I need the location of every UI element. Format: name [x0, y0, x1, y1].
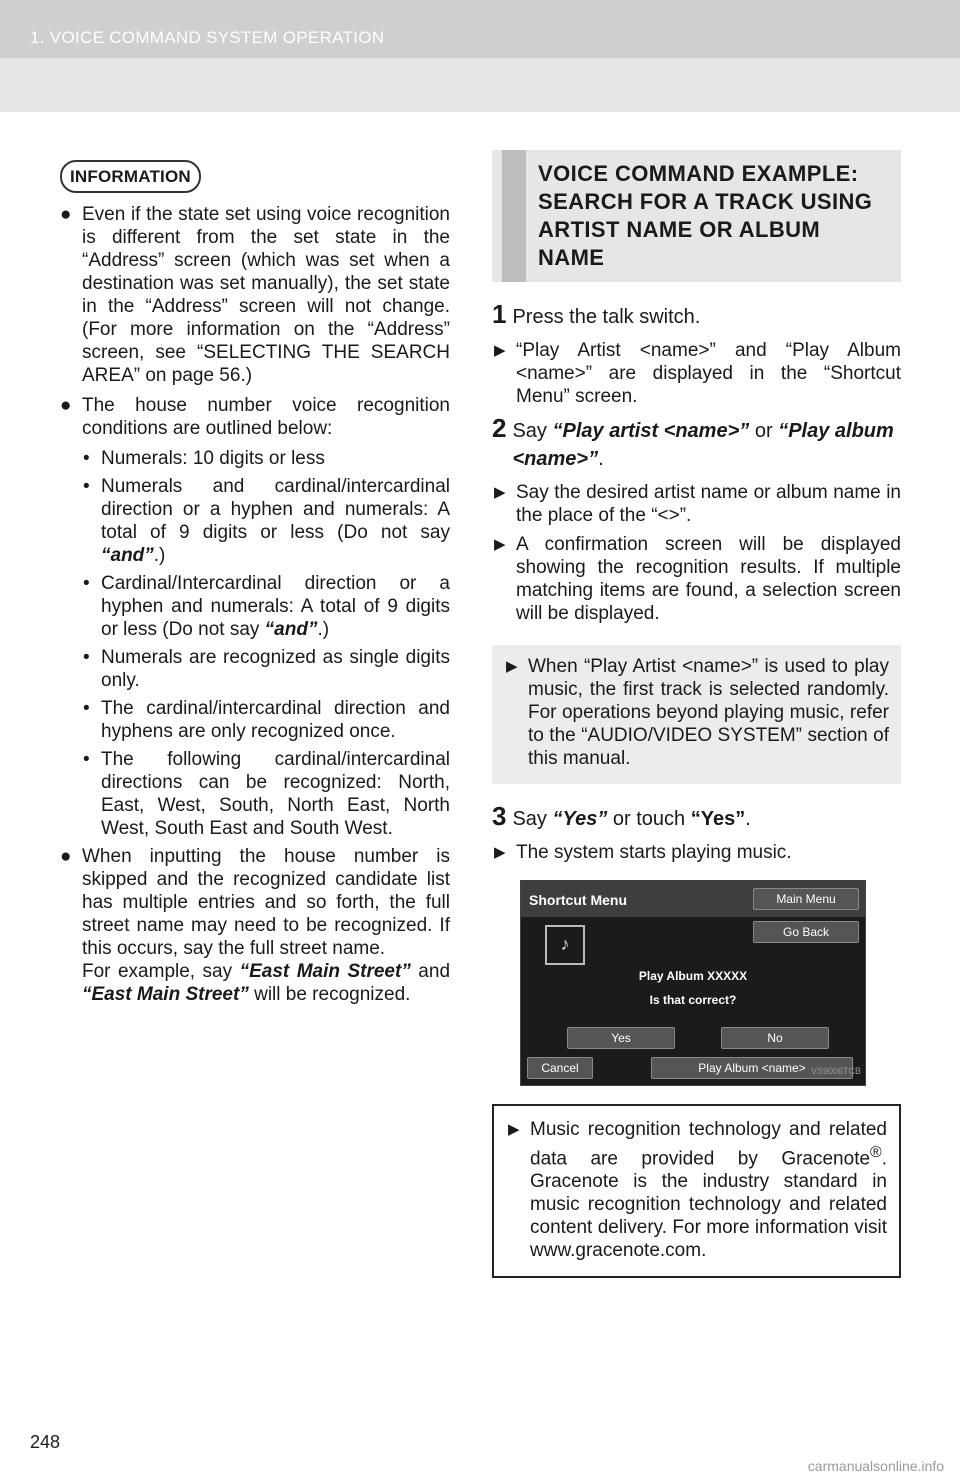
example-heading-box [492, 150, 901, 282]
info-subitem [79, 646, 450, 692]
voice-icon: ♪ [545, 925, 585, 965]
info-bullet-text: will be recognized. [248, 984, 411, 1005]
spoken-phrase: “Play artist <name>” [552, 420, 750, 442]
bullet-dot-icon: ● [60, 395, 72, 416]
info-bullet-1 [60, 203, 450, 387]
info-bullet-2 [60, 394, 450, 440]
step-number: 2 [492, 413, 507, 443]
info-subitem [79, 447, 450, 470]
triangle-bullet-icon: ▶ [494, 844, 506, 861]
sub-bullet-icon: • [83, 573, 90, 594]
gracenote-note [492, 1104, 901, 1278]
info-subitem [79, 475, 450, 567]
triangle-bullet-icon: ▶ [494, 484, 506, 501]
spoken-phrase: “Play album <name>” [512, 420, 894, 470]
info-subitem [79, 748, 450, 840]
yes-button[interactable]: Yes [567, 1027, 675, 1049]
step-1 [492, 300, 901, 331]
section-title: 1. VOICE COMMAND SYSTEM OPERATION [30, 28, 385, 47]
step-text: Press the talk switch. [512, 306, 701, 328]
bullet-dot-icon: ● [60, 846, 72, 867]
screen-message: Play Album XXXXX [638, 969, 748, 983]
header-band [0, 0, 960, 112]
triangle-bullet-icon: ▶ [494, 342, 506, 359]
heading-bar [502, 150, 526, 282]
sub-text: Cardinal/Intercardinal direction or a hyphen and numerals: A total of 9 digits or less (Do not say [101, 573, 450, 640]
sub-bullet-icon: • [83, 476, 90, 497]
registered-mark: ® [870, 1144, 882, 1161]
shortcut-menu-screenshot [520, 880, 866, 1086]
spoken-phrase: “and” [101, 545, 154, 566]
note-text: A confirmation screen will be displayed showing the recognition results. If multiple matching items are found, a selection screen will be displayed. [516, 534, 901, 624]
main-menu-button[interactable]: Main Menu [753, 888, 859, 910]
sub-text: .) [317, 619, 330, 640]
step-number: 3 [492, 801, 507, 831]
step-3-note [492, 841, 901, 864]
step-text: Say [512, 420, 553, 442]
sub-bullet-icon: • [83, 749, 90, 770]
note-text: Music recognition technology and related data are provided by Gracenote [530, 1119, 887, 1170]
example-column [492, 150, 901, 1278]
sub-text: Numerals and cardinal/intercardinal direction or a hyphen and numerals: A total of 9 digits or less (Do not say [101, 476, 450, 543]
step-3 [492, 802, 901, 833]
note-text: When “Play Artist <name>” is used to play music, the first track is selected randomly. For operations beyond playing music, refer to the “AUDIO/VIDEO SYSTEM” section of this manual. [528, 656, 889, 769]
sub-text: .) [153, 545, 166, 566]
step-2-note-2 [492, 533, 901, 625]
no-button[interactable]: No [721, 1027, 829, 1049]
screen-title: Shortcut Menu [529, 892, 627, 908]
example-title: VOICE COMMAND EXAMPLE: SEARCH FOR A TRACK USING ARTIST NAME OR ALBUM NAME [538, 161, 873, 270]
info-bullet-3 [60, 845, 450, 1006]
cancel-button[interactable]: Cancel [527, 1057, 593, 1079]
note-text: The system starts playing music. [516, 842, 792, 863]
step-2-note-1 [492, 481, 901, 527]
step-1-note [492, 339, 901, 408]
play-album-button[interactable]: Play Album <name> [651, 1057, 853, 1079]
spoken-phrase: “Yes” [552, 808, 608, 830]
screen-question: Is that correct? [649, 993, 737, 1007]
note-text: “Play Artist <name>” and “Play Album <name>” are displayed in the “Shortcut Menu” screen. [516, 340, 901, 407]
sub-text: Numerals: 10 digits or less [101, 448, 325, 469]
gray-note-item [504, 655, 889, 770]
info-subitem [79, 572, 450, 641]
step-text: . [745, 808, 751, 830]
note-text: . Gracenote is the industry standard in music recognition technology and related content delivery. For more information visit www.gracenote.com. [530, 1148, 887, 1262]
spoken-phrase: “East Main Street” [239, 961, 411, 982]
info-bullet-text: When inputting the house number is skipped and the recognized candidate list has multiple entries and so forth, the full street name may need to be recognized. If this occurs, say the full street name. [82, 846, 450, 959]
screen-code: VS9006TCB [810, 1066, 861, 1076]
step-number: 1 [492, 299, 507, 329]
step-text: . [598, 448, 604, 470]
sub-text: Numerals are recognized as single digits only. [101, 647, 450, 691]
step-2 [492, 414, 901, 473]
triangle-bullet-icon: ▶ [508, 1121, 520, 1138]
information-column [60, 160, 450, 1013]
step-text: Say [512, 808, 553, 830]
sub-text: The following cardinal/intercardinal directions can be recognized: North, East, West, South, North East, North West, South East and South West. [101, 749, 450, 839]
triangle-bullet-icon: ▶ [494, 536, 506, 553]
spoken-phrase: “East Main Street” [82, 984, 249, 1005]
sub-bullet-icon: • [83, 698, 90, 719]
info-bullet-text: Even if the state set using voice recognition is different from the set state in the “Address” screen (which was set when a destination was set manually), the set state in the “Address” screen will not change. (For more information on the “Address” screen, see “SELECTING THE SEARCH AREA” on page 56.) [82, 204, 450, 386]
info-bullet-text: and [410, 961, 451, 982]
info-bullet-text: The house number voice recognition conditions are outlined below: [82, 395, 450, 439]
gracenote-item [506, 1118, 887, 1262]
bullet-dot-icon: ● [60, 204, 72, 225]
step-text: or touch [607, 808, 691, 830]
go-back-button[interactable]: Go Back [753, 921, 859, 943]
info-bullet-text: For example, say [82, 961, 240, 982]
play-artist-note [492, 645, 901, 784]
note-text: Say the desired artist name or album name in the place of the “<>”. [516, 482, 901, 526]
sub-bullet-icon: • [83, 647, 90, 668]
information-label: INFORMATION [60, 160, 201, 193]
page-number: 248 [30, 1432, 61, 1452]
sub-text: The cardinal/intercardinal direction and hyphens are only recognized once. [101, 698, 450, 742]
sub-bullet-icon: • [83, 448, 90, 469]
triangle-bullet-icon: ▶ [506, 658, 518, 675]
spoken-phrase: “and” [264, 619, 318, 640]
step-text: or [749, 420, 779, 442]
info-subitem [79, 697, 450, 743]
touch-button-label: “Yes” [690, 808, 746, 830]
watermark: carmanualsonline.info [807, 1458, 944, 1474]
